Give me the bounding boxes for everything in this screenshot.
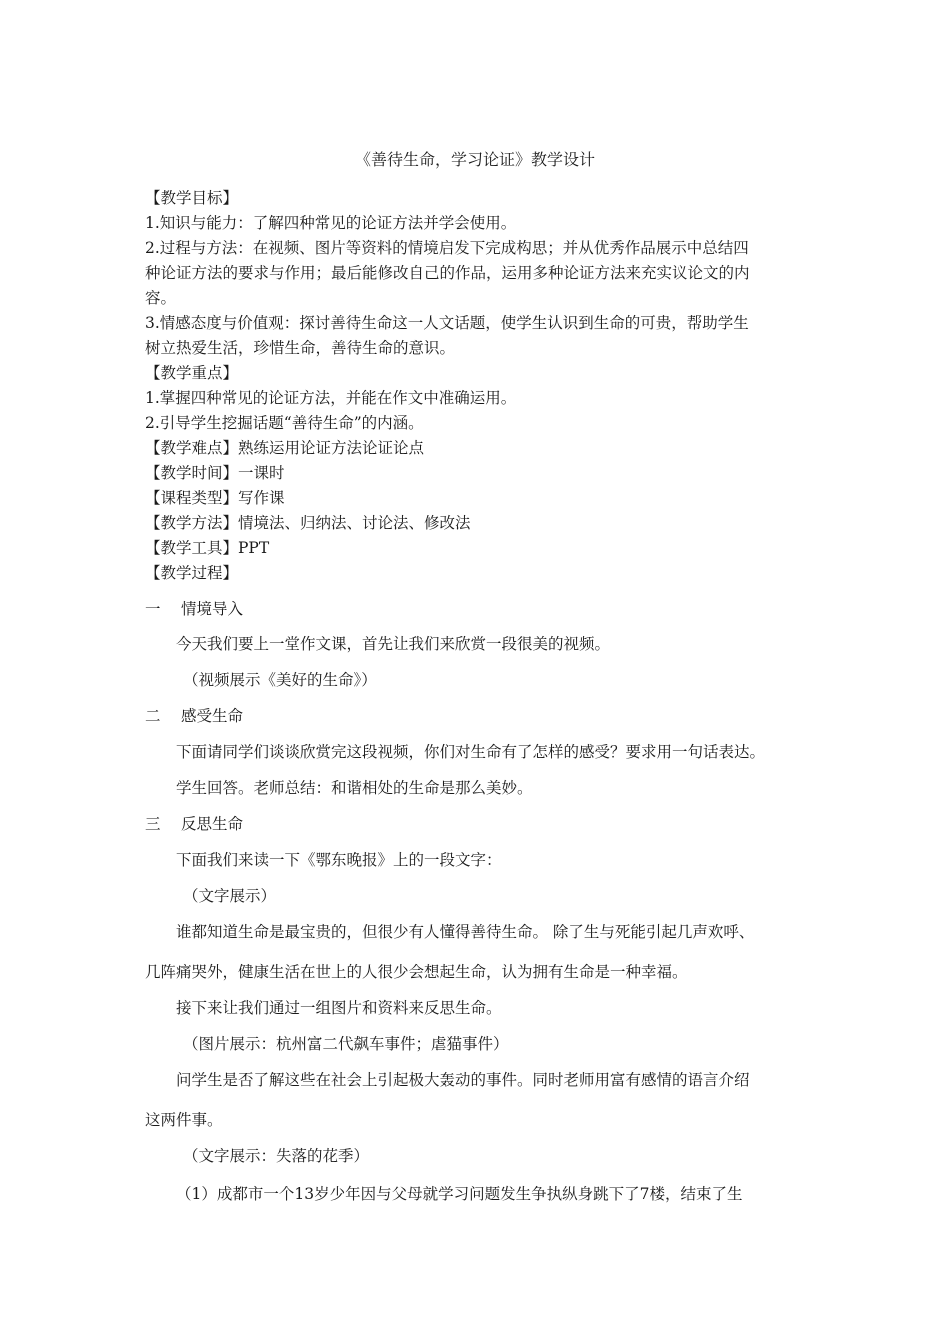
section-label: 反思生命 <box>181 815 244 833</box>
section-number: 三 <box>145 815 161 833</box>
key-points-heading: 【教学重点】 <box>145 364 239 382</box>
objective-3-line-1: 3.情感态度与价值观：探讨善待生命这一人文话题，使学生认识到生命的可贵，帮助学生 <box>145 314 749 332</box>
paragraph-text-show: （文字展示） <box>183 887 277 905</box>
process-heading: 【教学过程】 <box>145 564 239 582</box>
section-number: 二 <box>145 707 161 725</box>
paragraph-answer: 学生回答。老师总结：和谐相处的生命是那么美妙。 <box>176 779 533 797</box>
difficulty-line: 【教学难点】熟练运用论证方法论证论点 <box>145 439 425 457</box>
section-label: 感受生命 <box>181 707 244 725</box>
method-line: 【教学方法】情境法、归纳法、讨论法、修改法 <box>145 514 471 532</box>
objective-2-line-3: 容。 <box>145 289 177 307</box>
tools-line: 【教学工具】PPT <box>145 539 270 557</box>
key-point-2: 2.引导学生挖掘话题“善待生命”的内涵。 <box>145 414 424 432</box>
section-heading-2 <box>145 706 243 726</box>
paragraph-intro: 今天我们要上一堂作文课，首先让我们来欣赏一段很美的视频。 <box>176 635 611 653</box>
paragraph-case-1: （1）成都市一个13岁少年因与父母就学习问题发生争执纵身跳下了7楼，结束了生 <box>176 1185 743 1203</box>
section-number: 一 <box>145 600 161 618</box>
time-line: 【教学时间】一课时 <box>145 464 285 482</box>
paragraph-quote-line-2: 几阵痛哭外，健康生活在世上的人很少会想起生命，认为拥有生命是一种幸福。 <box>145 963 688 981</box>
paragraph-image-show: （图片展示：杭州富二代飙车事件；虐猫事件） <box>183 1035 509 1053</box>
objective-2-line-2: 种论证方法的要求与作用；最后能修改自己的作品，运用多种论证方法来充实议论文的内 <box>145 264 750 282</box>
objective-1: 1.知识与能力：了解四种常见的论证方法并学会使用。 <box>145 214 517 232</box>
paragraph-video: （视频展示《美好的生命》） <box>183 671 377 689</box>
objective-2-line-1: 2.过程与方法：在视频、图片等资料的情境启发下完成构思；并从优秀作品展示中总结四 <box>145 239 749 257</box>
paragraph-reflect: 接下来让我们通过一组图片和资料来反思生命。 <box>176 999 502 1017</box>
section-heading-1 <box>145 599 243 619</box>
paragraph-lost-season: （文字展示：失落的花季） <box>183 1147 370 1165</box>
paragraph-quote-line-1: 谁都知道生命是最宝贵的，但很少有人懂得善待生命。 除了生与死能引起几声欢呼、 <box>176 923 755 941</box>
section-heading-3 <box>145 814 243 834</box>
section-label: 情境导入 <box>181 600 244 618</box>
course-type-line: 【课程类型】写作课 <box>145 489 285 507</box>
paragraph-ask-line-2: 这两件事。 <box>145 1111 223 1129</box>
objective-3-line-2: 树立热爱生活，珍惜生命，善待生命的意识。 <box>145 339 456 357</box>
key-point-1: 1.掌握四种常见的论证方法，并能在作文中准确运用。 <box>145 389 517 407</box>
paragraph-feel: 下面请同学们谈谈欣赏完这段视频，你们对生命有了怎样的感受？要求用一句话表达。 <box>176 743 766 761</box>
objectives-heading: 【教学目标】 <box>145 189 239 207</box>
paragraph-ask-line-1: 问学生是否了解这些在社会上引起极大轰动的事件。同时老师用富有感情的语言介绍 <box>176 1071 750 1089</box>
document-title: 《善待生命，学习论证》教学设计 <box>354 150 595 169</box>
paragraph-read: 下面我们来读一下《鄂东晚报》上的一段文字： <box>176 851 502 869</box>
